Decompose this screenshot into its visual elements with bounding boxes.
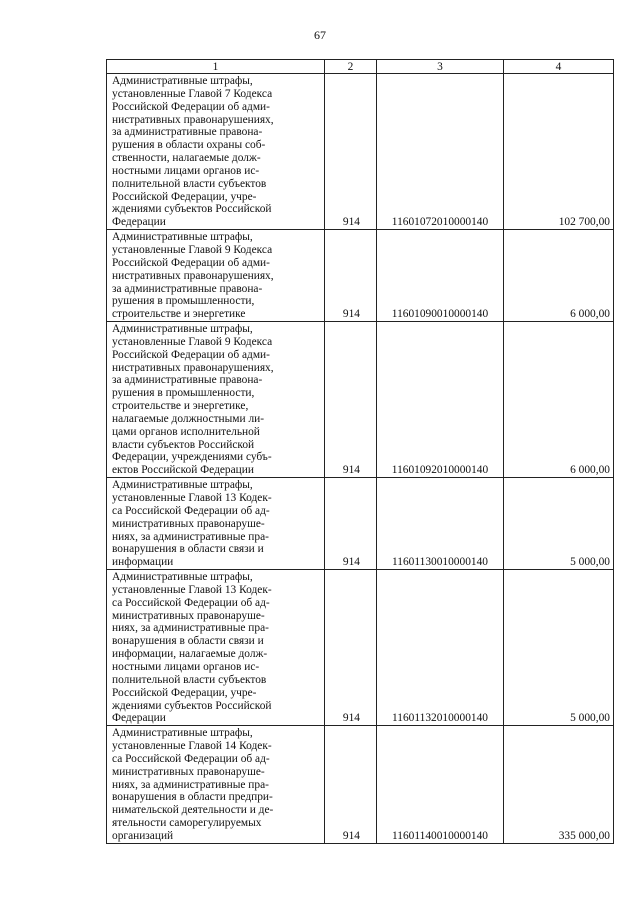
row-description [107,230,325,322]
description-line: строительстве и энергетике, [112,400,249,413]
description-line: налагаемые должностными ли- [112,412,265,425]
description-line: установленные Главой 13 Кодек- [112,492,272,504]
description-line: нистративных правонарушениях, [112,361,274,374]
description-line: ектов Российской Федерации [112,464,254,477]
row-description [107,726,325,844]
admin-code-cell: 914 [325,230,377,322]
description-line: Российской Федерации об адми- [112,348,270,361]
description-line: организаций [112,829,174,842]
amount-cell: 102 700,00 [504,74,614,230]
admin-code-cell: 914 [325,726,377,844]
table-row [107,478,614,570]
description-line: министративных правонаруше- [112,517,265,530]
description-line: Российской Федерации, учре- [112,190,257,203]
description-line: министративных правонаруше- [112,765,265,778]
description-line: Административные штрафы, [112,323,253,336]
amount-cell: 335 000,00 [504,726,614,844]
description-line: установленные Главой 13 Кодек- [112,583,272,596]
description-line: ждениями субъектов Российской [112,203,272,216]
description-line: вонарушения в области связи и [112,635,264,648]
description-line: Российской Федерации об адми- [112,256,270,269]
description-line: ниях, за административные пра- [112,530,269,543]
description-line: информации, налагаемые долж- [112,648,268,661]
table-row [107,726,614,844]
table-row [107,322,614,478]
description-line: вонарушения в области связи и [112,543,264,556]
row-description [107,478,325,570]
description-line: рушения в области охраны соб- [112,139,266,152]
description-line: установленные Главой 9 Кодекса [112,335,273,348]
description-line: министративных правонаруше- [112,609,265,622]
description-line: ностными лицами органов ис- [112,164,260,177]
description-line: вонарушения в области предпри- [112,791,273,804]
row-description [107,570,325,726]
description-line: нистративных правонарушениях, [112,113,274,126]
table-header-row [107,60,614,74]
table-row [107,230,614,322]
table-row [107,74,614,230]
description-line: рушения в промышленности, [112,387,255,400]
column-header: 3 [377,60,504,74]
description-line: установленные Главой 7 Кодекса [112,87,273,100]
description-line: ственности, налагаемые долж- [112,152,261,165]
description-line: ниях, за административные пра- [112,622,269,635]
column-header: 4 [504,60,614,74]
page-number: 67 [314,28,326,42]
budget-table [106,59,614,844]
amount-cell: 6 000,00 [504,322,614,478]
description-line: Административные штрафы, [112,75,253,87]
description-line: полнительной власти субъектов [112,177,267,190]
description-line: рушения в промышленности, [112,295,255,308]
admin-code-cell: 914 [325,478,377,570]
description-line: ятельности саморегулируемых [112,817,262,830]
budget-code-cell: 11601132010000140 [377,570,504,726]
description-line: ностными лицами органов ис- [112,660,260,673]
description-line: Федерации [112,216,166,229]
description-line: власти субъектов Российской [112,438,255,451]
description-line: строительстве и энергетике [112,308,246,321]
description-line: цами органов исполнительной [112,425,260,438]
description-line: ждениями субъектов Российской [112,699,272,712]
description-line: информации [112,556,174,569]
row-description [107,74,325,230]
description-line: нимательской деятельности и де- [112,804,274,817]
table-row [107,570,614,726]
budget-code-cell: 11601072010000140 [377,74,504,230]
budget-code-cell: 11601140010000140 [377,726,504,844]
admin-code-cell: 914 [325,322,377,478]
column-header: 2 [325,60,377,74]
row-description [107,322,325,478]
budget-code-cell: 11601130010000140 [377,478,504,570]
description-line: за административные правона- [112,282,263,295]
budget-code-cell: 11601092010000140 [377,322,504,478]
description-line: Российской Федерации об адми- [112,100,270,113]
description-line: за административные правона- [112,126,263,139]
description-line: Федерации, учреждениями субъ- [112,451,272,464]
description-line: за административные правона- [112,374,263,387]
amount-cell: 6 000,00 [504,230,614,322]
budget-code-cell: 11601090010000140 [377,230,504,322]
description-line: Федерации [112,712,166,725]
description-line: са Российской Федерации об ад- [112,504,270,517]
description-line: Административные штрафы, [112,231,253,244]
description-line: Административные штрафы, [112,571,253,584]
description-line: Административные штрафы, [112,479,253,492]
amount-cell: 5 000,00 [504,570,614,726]
description-line: Административные штрафы, [112,727,253,740]
amount-cell: 5 000,00 [504,478,614,570]
description-line: ниях, за административные пра- [112,778,269,791]
description-line: нистративных правонарушениях, [112,269,274,282]
admin-code-cell: 914 [325,570,377,726]
description-line: установленные Главой 14 Кодек- [112,740,272,753]
column-header: 1 [107,60,325,74]
description-line: Российской Федерации, учре- [112,686,257,699]
description-line: полнительной власти субъектов [112,673,267,686]
description-line: са Российской Федерации об ад- [112,596,270,609]
admin-code-cell: 914 [325,74,377,230]
description-line: са Российской Федерации об ад- [112,752,270,765]
description-line: установленные Главой 9 Кодекса [112,243,273,256]
